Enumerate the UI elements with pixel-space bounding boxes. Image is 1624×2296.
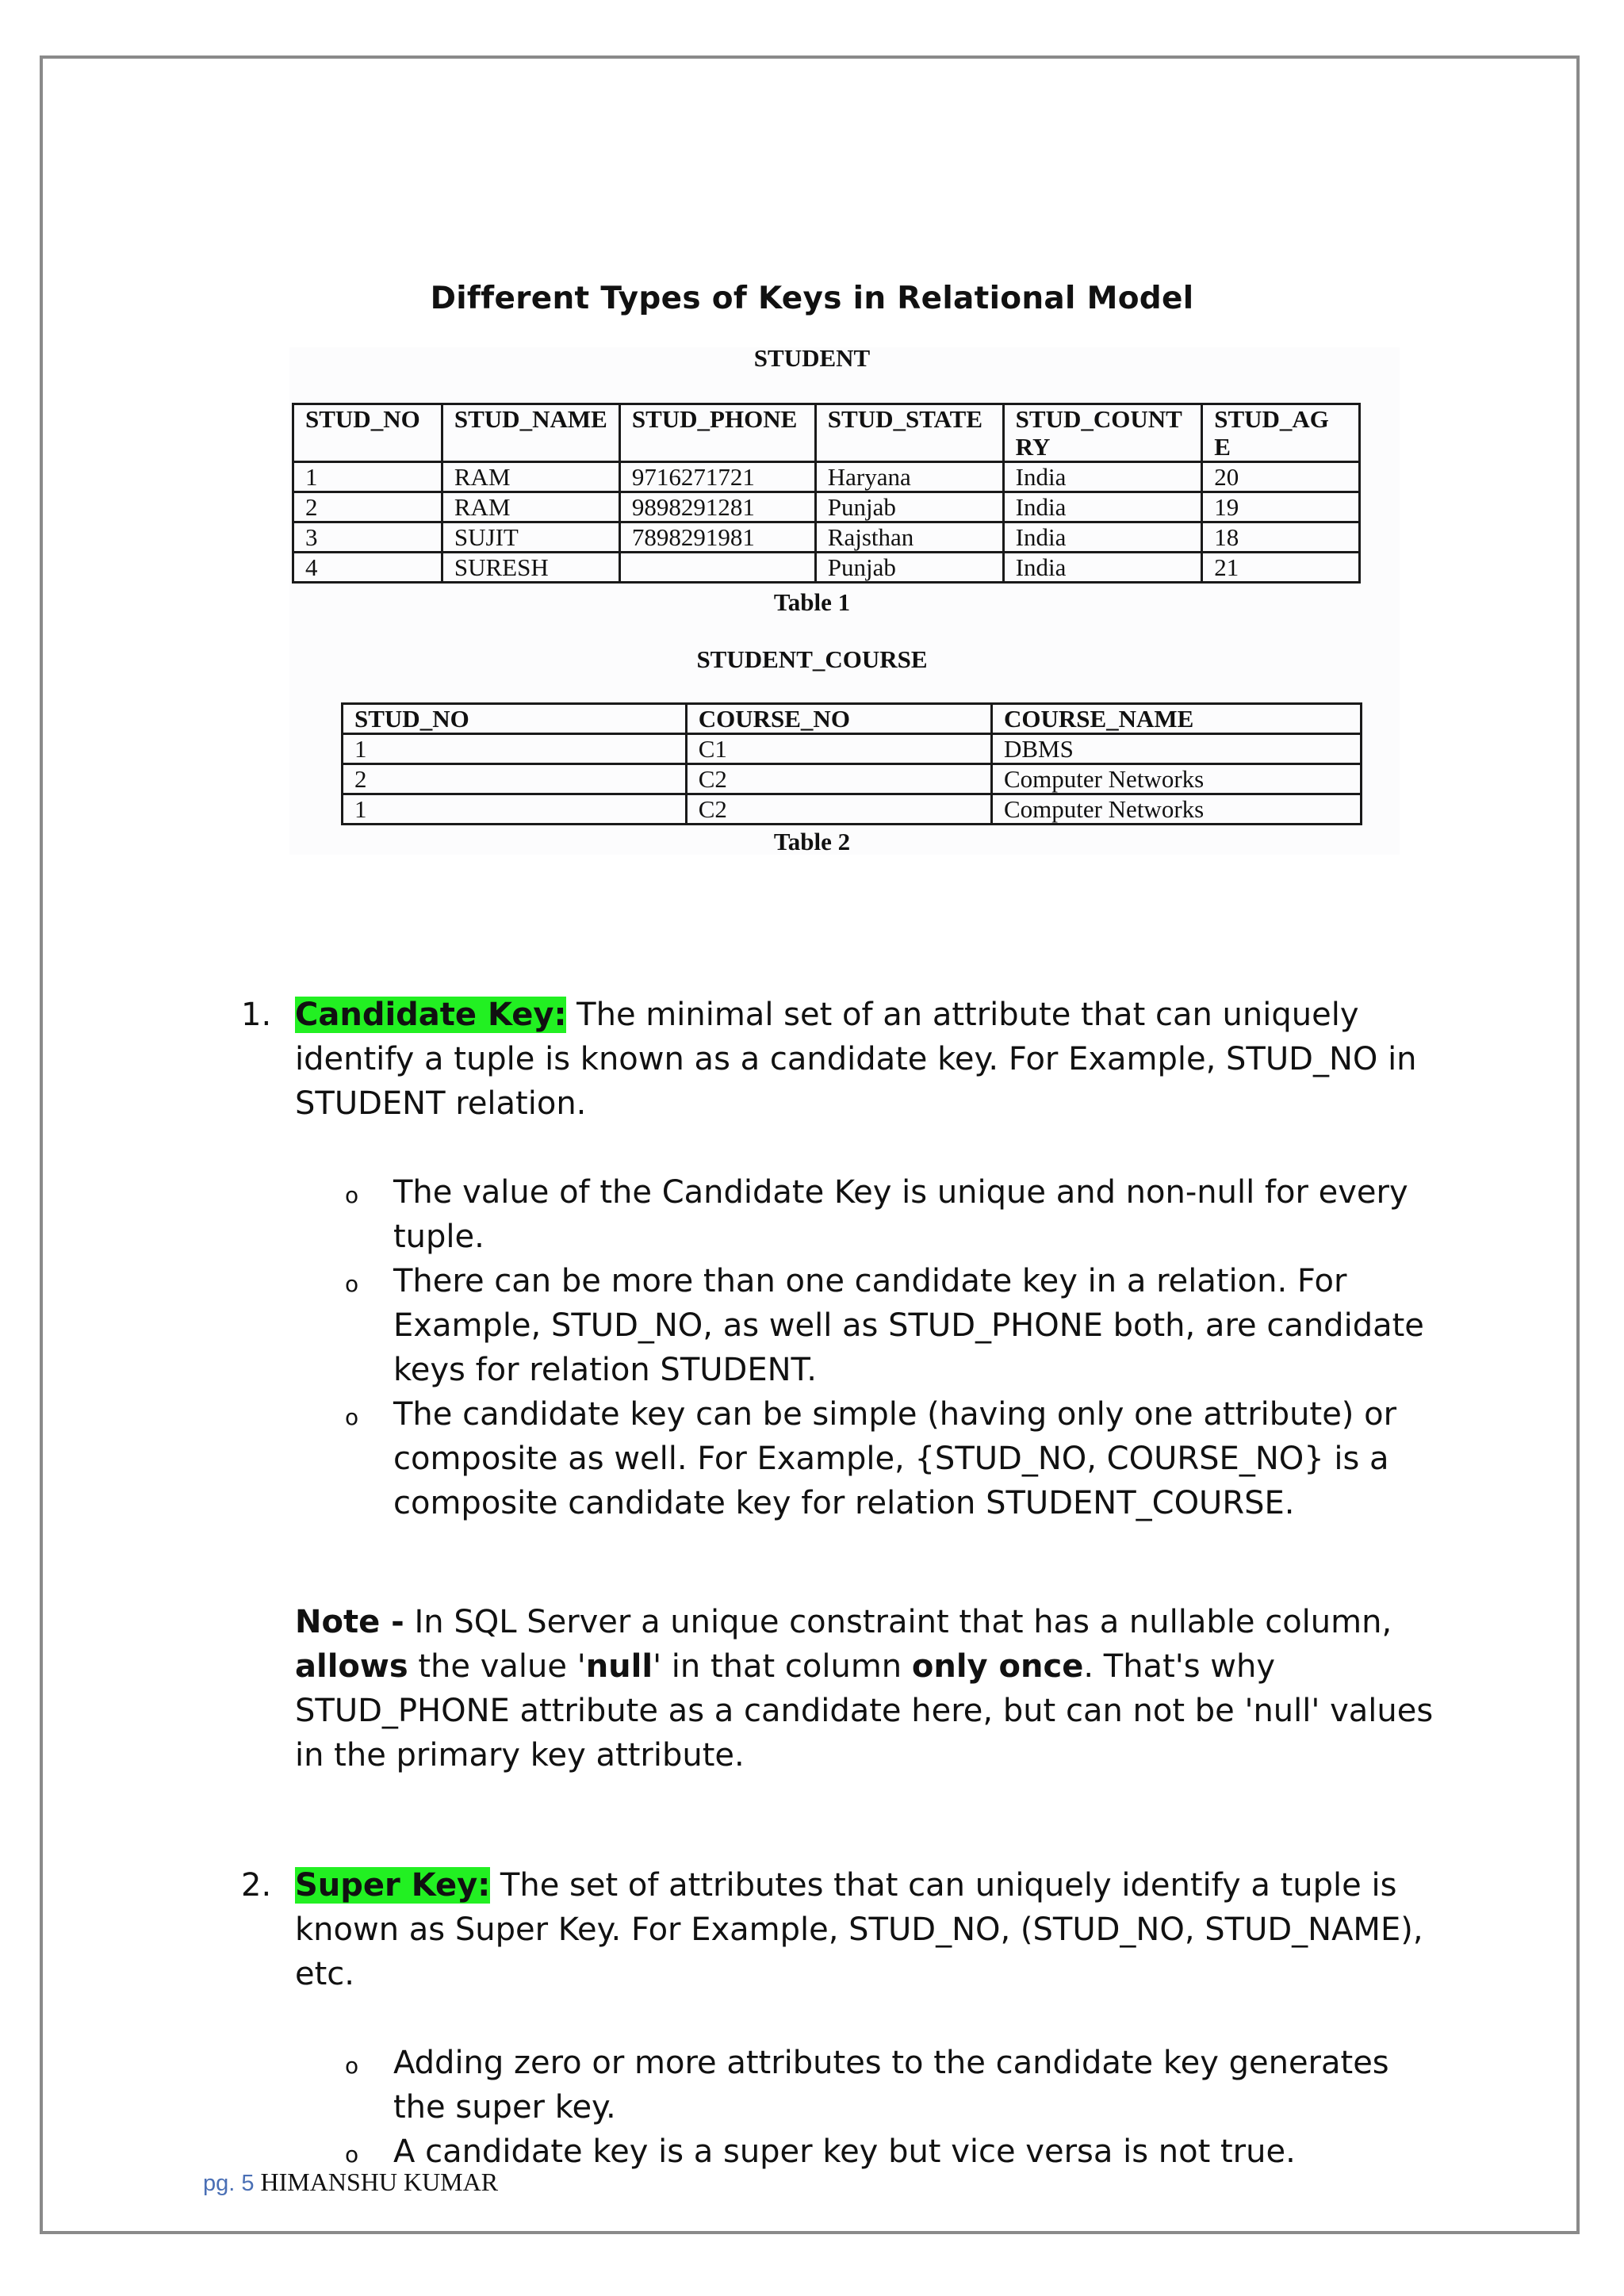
column-header: STUD_AG E: [1202, 404, 1360, 462]
bullet-icon: o: [345, 2141, 359, 2168]
table-cell: DBMS: [991, 734, 1361, 764]
list-item: [295, 1170, 1434, 1259]
table-row: [343, 764, 1362, 794]
bullet-text: Adding zero or more attributes to the candidate key generates the super key.: [393, 2045, 1389, 2126]
table-cell: 18: [1202, 522, 1360, 553]
super-key-definition: [295, 1863, 1434, 1996]
note-text: In SQL Server a unique constraint that has a nullable column,: [404, 1604, 1392, 1640]
table-cell: 1: [293, 462, 442, 492]
column-header: STUD_NAME: [442, 404, 619, 462]
column-header: COURSE_NAME: [991, 704, 1361, 734]
table-cell: C2: [686, 794, 991, 825]
note-text: ' in that column: [653, 1648, 912, 1685]
bullet-text: The value of the Candidate Key is unique and non-null for every tuple.: [393, 1174, 1408, 1255]
column-header: STUD_NO: [293, 404, 442, 462]
column-header: COURSE_NO: [686, 704, 991, 734]
course-table-heading: STUDENT_COURSE: [696, 645, 928, 673]
table-cell: Rajsthan: [815, 522, 1003, 553]
table-cell: [619, 553, 815, 583]
note-bold: allows: [295, 1648, 408, 1685]
page-footer: [203, 2168, 498, 2197]
bullet-icon: o: [345, 2053, 359, 2079]
super-key-section: [241, 1863, 1434, 2174]
table-2-caption: Table 2: [773, 828, 851, 855]
table-row: [293, 462, 1360, 492]
column-header: STUD_COUNT RY: [1003, 404, 1202, 462]
candidate-key-definition: [295, 993, 1434, 1126]
table-cell: C1: [686, 734, 991, 764]
course-header-row: [343, 704, 1362, 734]
table-cell: Haryana: [815, 462, 1003, 492]
table-cell: 9898291281: [619, 492, 815, 522]
page-number: pg. 5: [203, 2171, 255, 2196]
column-header: STUD_PHONE: [619, 404, 815, 462]
note-text: the value ': [408, 1648, 586, 1685]
table-row: [343, 794, 1362, 825]
table-cell: India: [1003, 553, 1202, 583]
table-row: [293, 553, 1360, 583]
author-name: HIMANSHU KUMAR: [260, 2168, 499, 2196]
document-title: Different Types of Keys in Relational Model: [430, 281, 1194, 316]
candidate-key-text: The minimal set of an attribute that can uniquely identify a tuple is known as a candidate key. For Example, STUD_NO in STUDENT relation.: [295, 997, 1417, 1122]
table-cell: SUJIT: [442, 522, 619, 553]
candidate-key-section: [241, 993, 1434, 1525]
list-number: 2.: [241, 1867, 272, 1904]
bullet-text: A candidate key is a super key but vice versa is not true.: [393, 2133, 1296, 2170]
list-item: [295, 1392, 1434, 1525]
list-item: [295, 1259, 1434, 1392]
bullet-icon: o: [345, 1404, 359, 1430]
list-item: [295, 2041, 1434, 2130]
table-1-caption: Table 1: [773, 588, 851, 616]
table-cell: RAM: [442, 462, 619, 492]
bullet-icon: o: [345, 1182, 359, 1208]
table-cell: India: [1003, 522, 1202, 553]
bullet-text: There can be more than one candidate key in a relation. For Example, STUD_NO, as well as STUD_PHONE both, are candidate keys for relation STUDENT.: [393, 1263, 1424, 1388]
table-cell: Computer Networks: [991, 764, 1361, 794]
super-key-bullets: [295, 2041, 1434, 2174]
table-row: [343, 734, 1362, 764]
table-cell: 21: [1202, 553, 1360, 583]
table-cell: Punjab: [815, 492, 1003, 522]
column-header: STUD_STATE: [815, 404, 1003, 462]
candidate-key-term: Candidate Key:: [295, 997, 567, 1033]
table-cell: 1: [343, 794, 687, 825]
table-cell: 7898291981: [619, 522, 815, 553]
column-header: STUD_NO: [343, 704, 687, 734]
super-key-term: Super Key:: [295, 1867, 491, 1904]
table-cell: RAM: [442, 492, 619, 522]
table-cell: 9716271721: [619, 462, 815, 492]
table-cell: SURESH: [442, 553, 619, 583]
student-table: [292, 403, 1361, 584]
table-cell: Computer Networks: [991, 794, 1361, 825]
table-cell: India: [1003, 492, 1202, 522]
student-course-table: [341, 702, 1362, 825]
table-row: [293, 522, 1360, 553]
list-number: 1.: [241, 997, 272, 1033]
note-bold: only once: [911, 1648, 1084, 1685]
table-cell: 1: [343, 734, 687, 764]
table-cell: 19: [1202, 492, 1360, 522]
candidate-key-bullets: [295, 1170, 1434, 1525]
table-cell: 2: [343, 764, 687, 794]
note-paragraph: [295, 1600, 1434, 1777]
table-row: [293, 492, 1360, 522]
student-table-heading: STUDENT: [753, 344, 871, 372]
table-cell: 4: [293, 553, 442, 583]
table-cell: C2: [686, 764, 991, 794]
student-header-row: [293, 404, 1360, 462]
table-cell: 2: [293, 492, 442, 522]
table-cell: 20: [1202, 462, 1360, 492]
table-cell: Punjab: [815, 553, 1003, 583]
table-cell: 3: [293, 522, 442, 553]
bullet-icon: o: [345, 1271, 359, 1297]
note-text: . That's why STUD_PHONE attribute as a candidate here, but can not be 'null' values in the primary key attribute.: [295, 1648, 1434, 1774]
keys-list: [241, 993, 1434, 2174]
table-cell: India: [1003, 462, 1202, 492]
note-bold: null: [585, 1648, 653, 1685]
bullet-text: The candidate key can be simple (having only one attribute) or composite as well. For Example, {STUD_NO, COURSE_NO} is a composite candidate key for relation STUDENT_COURSE.: [393, 1396, 1397, 1521]
super-key-text: The set of attributes that can uniquely identify a tuple is known as Super Key. For Example, STUD_NO, (STUD_NO, STUD_NAME), etc.: [295, 1867, 1423, 1992]
note-label: Note -: [295, 1604, 404, 1640]
